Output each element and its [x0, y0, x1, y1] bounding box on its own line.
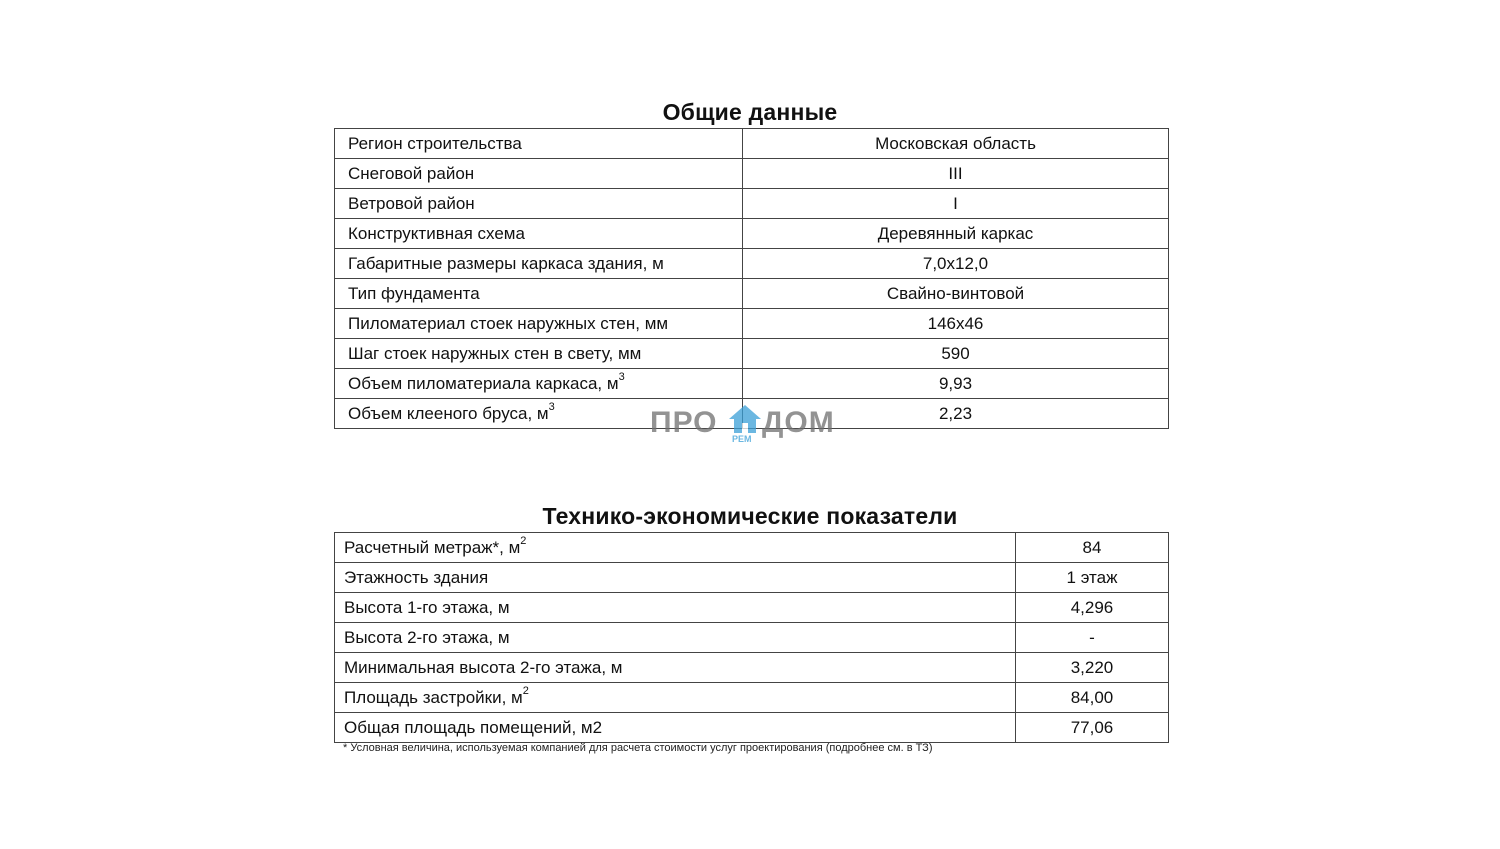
unit-superscript: 2 [520, 534, 527, 547]
row-label [335, 219, 743, 249]
row-value: Свайно-винтовой [743, 279, 1169, 309]
row-label-text: Высота 2-го этажа, м [344, 627, 510, 647]
row-value: 1 этаж [1016, 563, 1169, 593]
row-label-text: Пиломатериал стоек наружных стен, мм [348, 313, 669, 333]
row-value: 84,00 [1016, 683, 1169, 713]
row-label-text: Регион строительства [348, 133, 522, 153]
row-label-text: Конструктивная схема [348, 223, 525, 243]
table-row [335, 713, 1169, 743]
table-row [335, 653, 1169, 683]
unit-superscript: 3 [618, 370, 625, 383]
row-label-text: Расчетный метраж*, м [344, 537, 521, 557]
row-label-text: Габаритные размеры каркаса здания, м [348, 253, 664, 273]
row-label [335, 623, 1016, 653]
row-label-text: Минимальная высота 2-го этажа, м [344, 657, 623, 677]
table-row [335, 563, 1169, 593]
table-row [335, 129, 1169, 159]
row-value: 146х46 [743, 309, 1169, 339]
tech-economic-title: Технико-экономические показатели [542, 503, 958, 529]
table-row [335, 369, 1169, 399]
row-label-text: Объем клееного бруса, м [348, 403, 549, 423]
row-value: 3,220 [1016, 653, 1169, 683]
table-row [335, 683, 1169, 713]
row-label-text: Площадь застройки, м [344, 687, 523, 707]
general-data-title: Общие данные [662, 99, 838, 125]
row-value: 7,0х12,0 [743, 249, 1169, 279]
row-label [335, 563, 1016, 593]
row-label-text: Ветровой район [348, 193, 475, 213]
table-row [335, 623, 1169, 653]
row-label [335, 129, 743, 159]
row-value: 590 [743, 339, 1169, 369]
row-label [335, 653, 1016, 683]
row-value: Деревянный каркас [743, 219, 1169, 249]
tech-economic-table [334, 532, 1169, 743]
row-label-text: Высота 1-го этажа, м [344, 597, 510, 617]
row-label-text: Тип фундамента [348, 283, 480, 303]
row-label-text: Шаг стоек наружных стен в свету, мм [348, 343, 642, 363]
table-row [335, 533, 1169, 563]
row-label-text: Этажность здания [344, 567, 489, 587]
table-row [335, 219, 1169, 249]
table-row [335, 339, 1169, 369]
row-label [335, 683, 1016, 713]
watermark-left-text: ПРО [650, 406, 718, 439]
row-label [335, 159, 743, 189]
table-row [335, 279, 1169, 309]
row-label [335, 369, 743, 399]
footnote: * Условная величина, используемая компанией для расчета стоимости услуг проектирования (подробнее см. в ТЗ) [343, 742, 933, 754]
row-value: I [743, 189, 1169, 219]
unit-superscript: 3 [548, 400, 555, 413]
table-row [335, 593, 1169, 623]
row-value: III [743, 159, 1169, 189]
watermark-sub-text: РЕМ [732, 434, 752, 444]
row-value: 9,93 [743, 369, 1169, 399]
row-value: 4,296 [1016, 593, 1169, 623]
general-data-table [334, 128, 1169, 429]
row-label-text: Снеговой район [348, 163, 475, 183]
house-icon [728, 404, 762, 434]
watermark-right-text: ДОМ [762, 406, 835, 439]
row-label [335, 279, 743, 309]
table-row [335, 309, 1169, 339]
row-value: - [1016, 623, 1169, 653]
row-value: 2,23 [743, 399, 1169, 429]
row-label-text: Объем пиломатериала каркаса, м [348, 373, 619, 393]
row-label [335, 533, 1016, 563]
row-label [335, 593, 1016, 623]
table-row [335, 159, 1169, 189]
row-label [335, 309, 743, 339]
table-row [335, 189, 1169, 219]
row-label [335, 713, 1016, 743]
row-label-text: Общая площадь помещений, м2 [344, 717, 603, 737]
row-value: 84 [1016, 533, 1169, 563]
watermark-logo [650, 404, 850, 446]
row-label [335, 249, 743, 279]
row-label [335, 189, 743, 219]
row-value: 77,06 [1016, 713, 1169, 743]
table-row [335, 249, 1169, 279]
row-value: Московская область [743, 129, 1169, 159]
unit-superscript: 2 [522, 684, 529, 697]
row-label [335, 339, 743, 369]
